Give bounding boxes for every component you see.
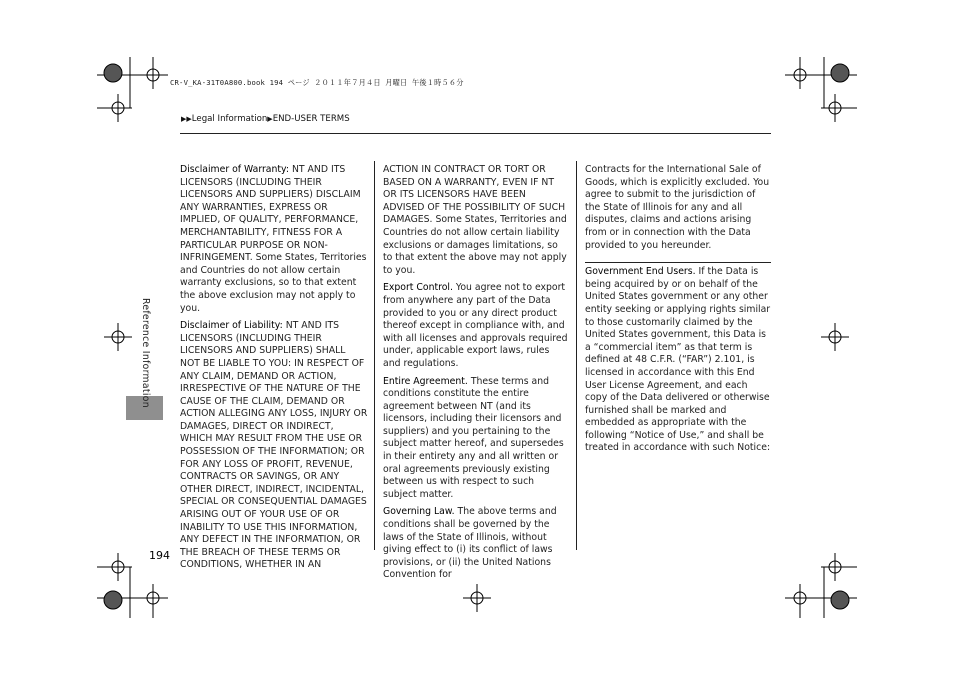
paragraph-text: NT AND ITS LICENSORS (INCLUDING THEIR LICENSORS AND SUPPLIERS) DISCLAIM ANY WARRANTIES, EXPRESS OR IMPLIED, OF QUALITY, PERFORMANCE, MERCHANTABILITY, FITNESS FOR A PARTICULAR PURPOSE OR NON-INFRINGEMENT. Some States, Territories and Countries do not allow certain warranty exclusions, so to that extent the above exclusion may not apply to you. xyxy=(180,164,367,314)
paragraph xyxy=(180,164,368,315)
column-divider xyxy=(374,161,375,550)
paragraph xyxy=(383,376,569,502)
paragraph xyxy=(585,164,771,252)
breadcrumb-arrows: ▶▶ xyxy=(181,115,192,123)
section-rule xyxy=(585,262,771,263)
paragraph-heading: Export Control. xyxy=(383,282,453,294)
paragraph-heading: Governing Law. xyxy=(383,506,455,518)
column-right xyxy=(585,164,771,460)
paragraph-text: These terms and conditions constitute the entire agreement between NT (and its licensors, including their licensors and suppliers) and you pertaining to the subject matter hereof, and supersedes in their entirety any and all written or oral agreements previously existing between us with respect to such subject matter. xyxy=(383,375,564,500)
paragraph xyxy=(383,164,569,277)
breadcrumb-subsection: END-USER TERMS xyxy=(272,114,350,124)
paragraph-text: The above terms and conditions shall be governed by the laws of the State of Illinois, without giving effect to (i) its conflict of laws provisions, or (ii) the United Nations Convention for xyxy=(383,506,557,581)
paragraph xyxy=(383,506,569,582)
sidebar-section-label: Reference Information xyxy=(140,298,151,408)
column-divider xyxy=(576,161,577,550)
column-middle xyxy=(383,164,569,587)
breadcrumb-separator: ▶ xyxy=(267,115,273,123)
paragraph xyxy=(180,320,368,572)
paragraph xyxy=(383,282,569,370)
page-number: 194 xyxy=(149,549,170,562)
breadcrumb xyxy=(181,114,350,124)
paragraph-heading: Government End Users. xyxy=(585,266,696,278)
paragraph-text: If the Data is being acquired by or on behalf of the United States government or any other entity seeking or applying rights similar to those customarily claimed by the United States government, this Data is a “commercial item” as that term is defined at 48 C.F.R. (“FAR”) 2.101, is licensed in accordance with this End User License Agreement, and each copy of the Data delivered or otherwise furnished shall be marked and embedded as appropriate with the following “Notice of Use,” and shall be treated in accordance with such Notice: xyxy=(585,266,771,454)
column-left xyxy=(180,164,368,577)
header-rule xyxy=(180,133,771,134)
paragraph-text: You agree not to export from anywhere any part of the Data provided to you or any direct product thereof except in compliance with, and with all licenses and approvals required under, applicable export laws, rules and regulations. xyxy=(383,282,568,369)
paragraph xyxy=(585,266,771,455)
file-header-line: CR-V_KA-31T0A800.book 194 ページ ２０１１年７月４日 月曜日 午後１時５６分 xyxy=(170,78,464,87)
paragraph-text: Contracts for the International Sale of Goods, which is explicitly excluded. You agree to submit to the jurisdiction of the State of Illinois for any and all disputes, claims and actions arising from or in connection with the Data provided to you hereunder. xyxy=(585,164,770,251)
breadcrumb-section[interactable]: Legal Information xyxy=(191,114,268,124)
paragraph-heading: Disclaimer of Liability: xyxy=(180,320,283,332)
paragraph-text: NT AND ITS LICENSORS (INCLUDING THEIR LICENSORS AND SUPPLIERS) SHALL NOT BE LIABLE TO YOU: IN RESPECT OF ANY CLAIM, DEMAND OR ACTION, IRRESPECTIVE OF THE NATURE OF THE CAUSE OF THE CLAIM, DEMAND OR ACTION ALLEGING ANY LOSS, INJURY OR DAMAGES, DIRECT OR INDIRECT, WHICH MAY RESULT FROM THE USE OR POSSESSION OF THE INFORMATION; OR FOR ANY LOSS OF PROFIT, REVENUE, CONTRACTS OR SAVINGS, OR ANY OTHER DIRECT, INDIRECT, INCIDENTAL, SPECIAL OR CONSEQUENTIAL DAMAGES ARISING OUT OF YOUR USE OF OR INABILITY TO USE THIS INFORMATION, ANY DEFECT IN THE INFORMATION, OR THE BREACH OF THESE TERMS OR CONDITIONS, WHETHER IN AN xyxy=(180,320,368,571)
paragraph-heading: Entire Agreement. xyxy=(383,375,468,387)
paragraph-heading: Disclaimer of Warranty: xyxy=(180,164,289,175)
paragraph-text: ACTION IN CONTRACT OR TORT OR BASED ON A WARRANTY, EVEN IF NT OR ITS LICENSORS HAVE BEEN ADVISED OF THE POSSIBILITY OF SUCH DAMAGES. Some States, Territories and Countries do not allow certain liability exclusions or damages limitations, so to that extent the above may not apply to you. xyxy=(383,164,567,276)
